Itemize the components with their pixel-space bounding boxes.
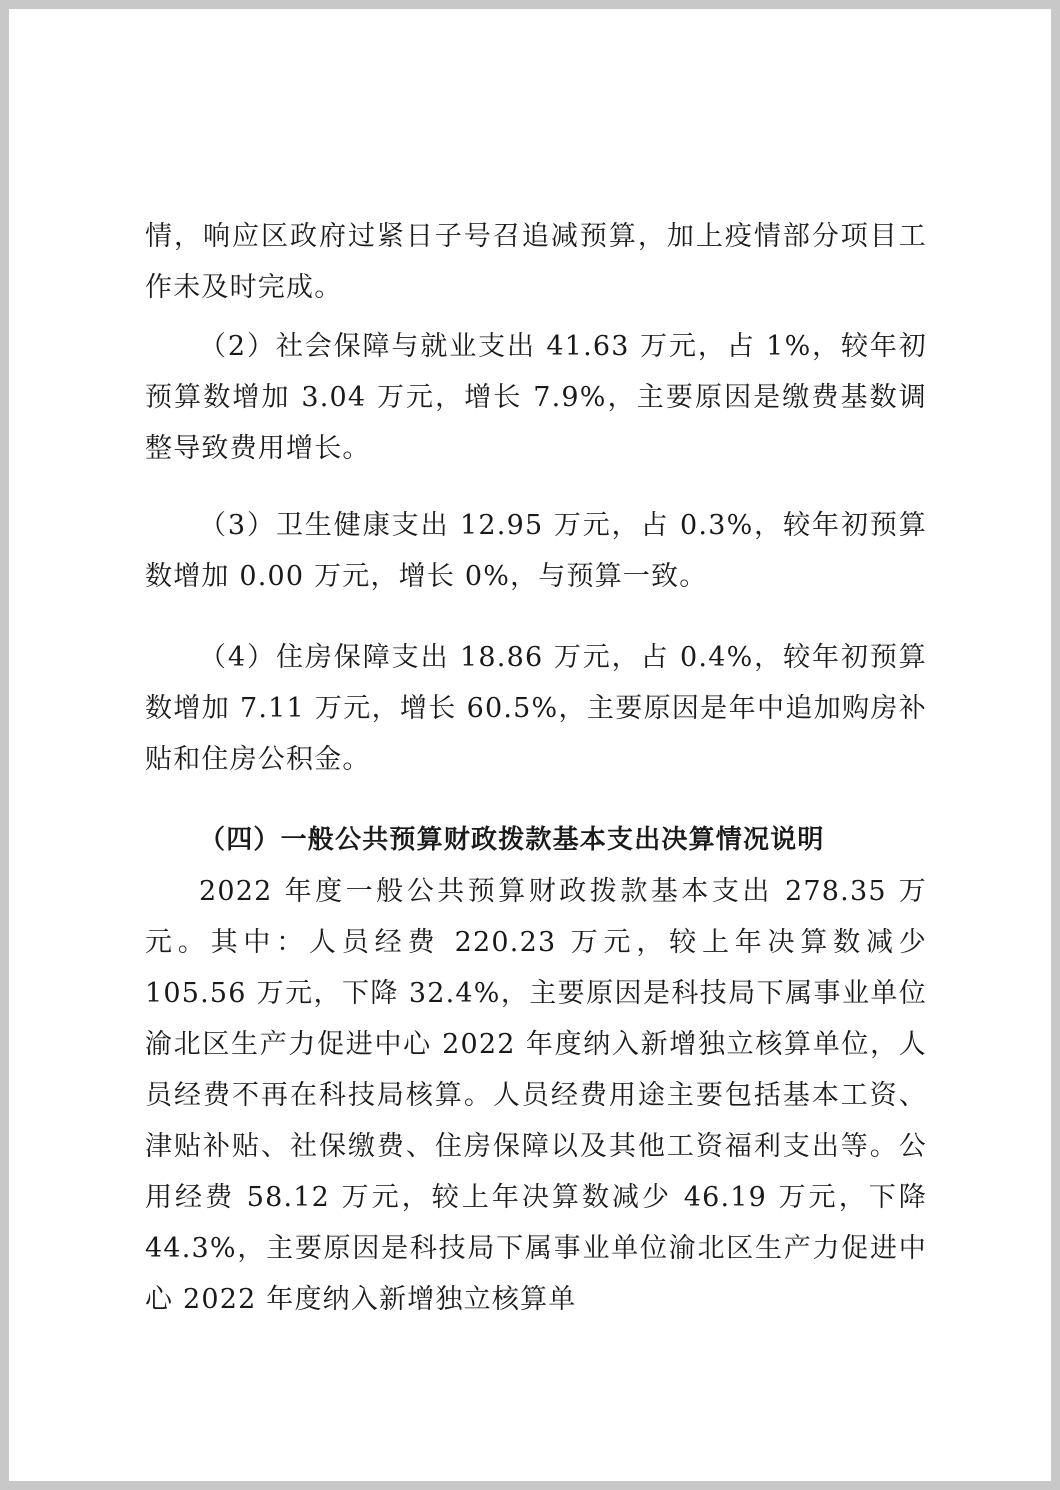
document-page — [9, 9, 1051, 1481]
paragraph-health: （3）卫生健康支出 12.95 万元，占 0.3%，较年初预算数增加 0.00 万元，增长 0%，与预算一致。 — [145, 510, 927, 592]
paragraph-continuation: 情，响应区政府过紧日子号召追减预算，加上疫情部分项目工作未及时完成。 — [145, 221, 927, 303]
paragraph-social-security: （2）社会保障与就业支出 41.63 万元，占 1%，较年初预算数增加 3.04 万元，增长 7.9%，主要原因是缴费基数调整导致费用增长。 — [145, 331, 927, 464]
paragraph-housing: （4）住房保障支出 18.86 万元，占 0.4%，较年初预算数增加 7.11 万元，增长 60.5%，主要原因是年中追加购房补贴和住房公积金。 — [145, 642, 927, 775]
document-body — [145, 211, 927, 1325]
section-heading: （四）一般公共预算财政拨款基本支出决算情况说明 — [199, 825, 825, 855]
paragraph-basic-expenditure: 2022 年度一般公共预算财政拨款基本支出 278.35 万元。其中：人员经费 220.23 万元，较上年决算数减少 105.56 万元，下降 32.4%，主要原因是科技局下属事业单位渝北区生产力促进中心 2022 年度纳入新增独立核算单位，人员经费不再在科技局核算。人员经费用途主要包括基本工资、津贴补贴、社保缴费、住房保障以及其他工资福利支出等。公用经费 58.12 万元，较上年决算数减少 46.19 万元，下降 44.3%，主要原因是科技局下属事业单位渝北区生产力促进中心 2022 年度纳入新增独立核算单 — [145, 876, 927, 1315]
